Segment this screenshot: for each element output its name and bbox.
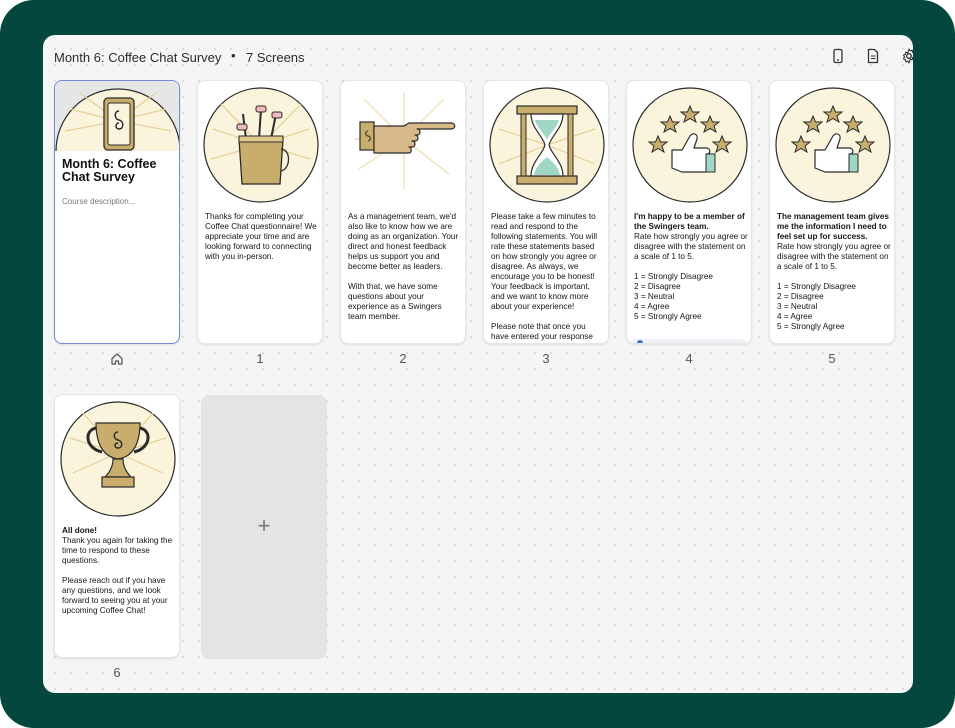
screen-number-5: 5	[828, 351, 836, 366]
screen-text: As a management team, we'd also like to know how we are doing as an organization. Your direct and honest feedback helps us support you and become better as leaders. With that, we have some questions about your experience as a Swingers team member.	[348, 212, 459, 321]
hourglass-illustration	[487, 84, 607, 206]
title-separator: •	[231, 48, 236, 63]
golf-phone-illustration	[55, 81, 180, 151]
project-title[interactable]: Month 6: Coffee Chat Survey	[54, 50, 222, 65]
top-bar	[43, 35, 913, 79]
screen-number-1: 1	[256, 351, 264, 366]
cover-screen-card[interactable]	[54, 80, 180, 344]
course-description-placeholder[interactable]: Course description...	[62, 197, 136, 206]
screen-number-2: 2	[399, 351, 407, 366]
screen-number-3: 3	[542, 351, 550, 366]
screen-card-3[interactable]	[483, 80, 609, 344]
thumbs-up-stars-illustration	[773, 84, 893, 206]
screen-heading: I'm happy to be a member of the Swingers team.	[634, 212, 745, 231]
screen-text: Please take a few minutes to read and respond to the following statements. You will rate these statements based on how strongly you agree or disagree. As always, we encourage you to be honest! Your feedback is important, and we want to know more about your experience! Please note that once you have entered your response	[491, 212, 598, 341]
trophy-illustration	[58, 398, 178, 520]
golf-bag-illustration	[201, 84, 321, 206]
scroll-indicator	[631, 339, 746, 344]
document-icon[interactable]	[864, 47, 882, 65]
screen-card-6[interactable]	[54, 394, 180, 658]
screen-text: Rate how strongly you agree or disagree with the statement on a scale of 1 to 5. 1 = Strongly Disagree 2 = Disagree 3 = Neutral 4 = Agree 5 = Strongly Agree	[777, 242, 891, 331]
thumbs-up-stars-illustration	[630, 84, 750, 206]
add-screen-card[interactable]	[201, 395, 327, 659]
pointing-hand-illustration	[344, 84, 464, 206]
screen-card-4[interactable]	[626, 80, 752, 344]
screen-heading: All done!	[62, 526, 98, 535]
screen-card-1[interactable]	[197, 80, 323, 344]
editor-canvas	[43, 35, 913, 693]
cover-title[interactable]: Month 6: Coffee Chat Survey	[62, 157, 157, 184]
add-screen-plus-icon[interactable]: +	[257, 513, 271, 538]
screen-card-5[interactable]	[769, 80, 895, 344]
settings-gear-icon[interactable]	[900, 47, 913, 65]
screens-count: 7 Screens	[246, 50, 305, 65]
screen-number-6: 6	[113, 665, 121, 680]
screen-number-4: 4	[685, 351, 693, 366]
screen-text: Thanks for completing your Coffee Chat questionnaire! We appreciate your time and are looking forward to connecting with you in-person.	[205, 212, 317, 261]
home-icon	[110, 352, 124, 366]
screen-text: Rate how strongly you agree or disagree with the statement on a scale of 1 to 5. 1 = Strongly Disagree 2 = Disagree 3 = Neutral 4 = Agree 5 = Strongly Agree	[634, 232, 748, 321]
screen-card-2[interactable]	[340, 80, 466, 344]
phone-preview-icon[interactable]	[829, 47, 847, 65]
screen-text: Thank you again for taking the time to respond to these questions. Please reach out if you have any questions, and we look forward to seeing you at your upcoming Coffee Chat!	[62, 536, 173, 615]
screen-heading: The management team gives me the information I need to feel set up for success.	[777, 212, 889, 241]
